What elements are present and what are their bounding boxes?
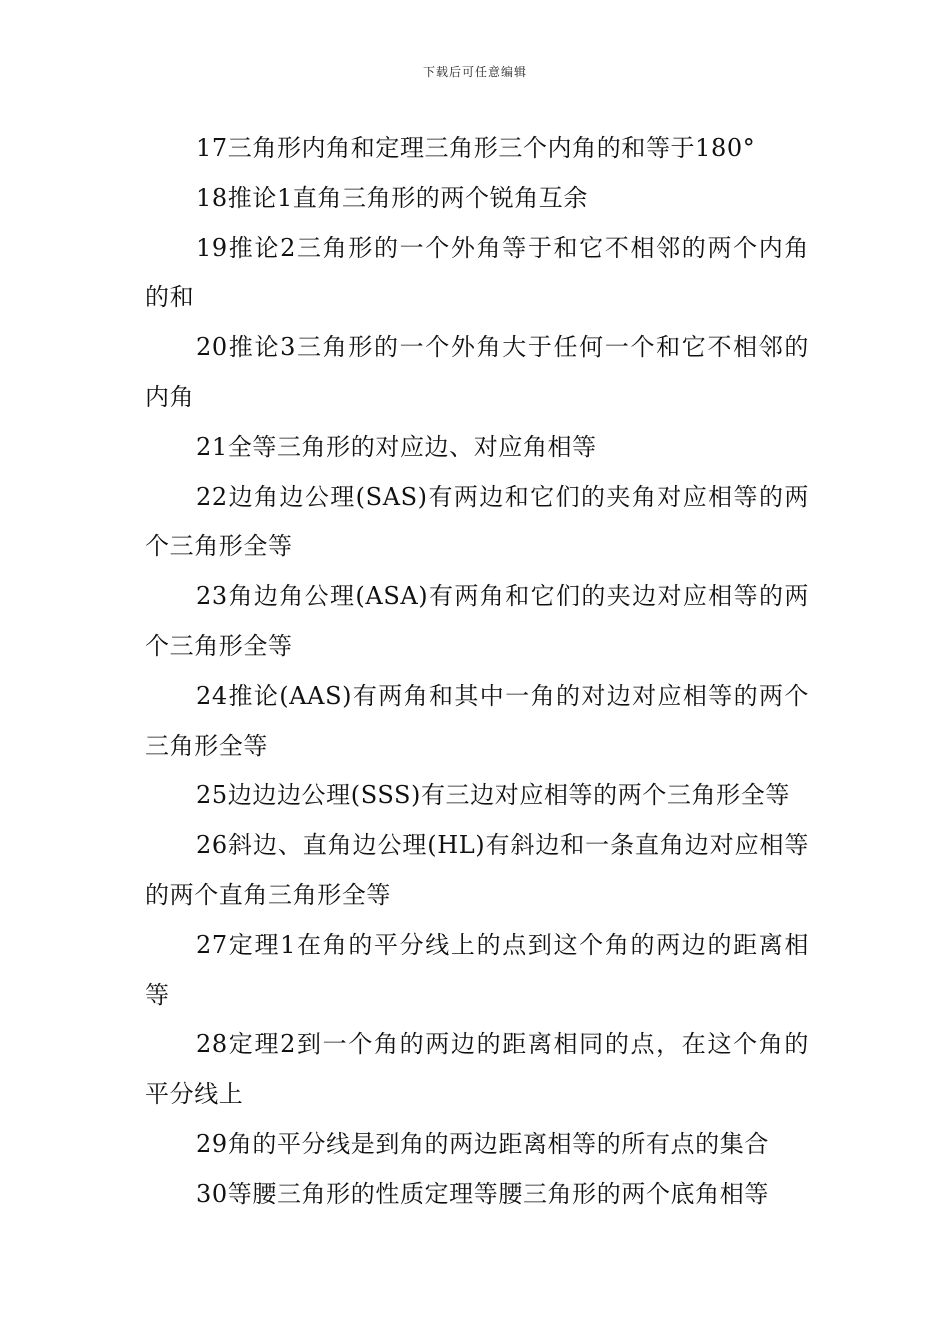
page-header: 下载后可任意编辑 — [422, 65, 527, 79]
paragraph-29: 29角的平分线是到角的两边距离相等的所有点的集合 — [196, 1129, 769, 1158]
paragraph-17: 17三角形内角和定理三角形三个内角的和等于180° — [196, 134, 756, 162]
paragraph-20: 20推论3三角形的一个外角大于任何一个和它不相邻的内角 — [145, 333, 809, 411]
paragraph-18: 18推论1直角三角形的两个锐角互余 — [196, 183, 589, 212]
paragraph-30: 30等腰三角形的性质定理等腰三角形的两个底角相等 — [196, 1179, 769, 1208]
paragraph-28: 28定理2到一个角的两边的距离相同的点，在这个角的平分线上 — [145, 1030, 809, 1109]
paragraph-26: 26斜边、直角边公理(HL)有斜边和一条直角边对应相等的两个直角三角形全等 — [145, 831, 809, 909]
paragraph-22: 22边角边公理(SAS)有两边和它们的夹角对应相等的两个三角形全等 — [145, 482, 809, 561]
paragraph-23: 23角边角公理(ASA)有两角和它们的夹边对应相等的两个三角形全等 — [145, 582, 809, 660]
paragraph-25: 25边边边公理(SSS)有三边对应相等的两个三角形全等 — [196, 781, 790, 810]
paragraph-24: 24推论(AAS)有两角和其中一角的对边对应相等的两个三角形全等 — [145, 681, 809, 760]
paragraph-21: 21全等三角形的对应边、对应角相等 — [196, 432, 597, 461]
paragraph-19: 19推论2三角形的一个外角等于和它不相邻的两个内角的和 — [145, 233, 809, 312]
document-body — [145, 124, 809, 1220]
paragraph-27: 27定理1在角的平分线上的点到这个角的两边的距离相等 — [145, 930, 809, 1009]
